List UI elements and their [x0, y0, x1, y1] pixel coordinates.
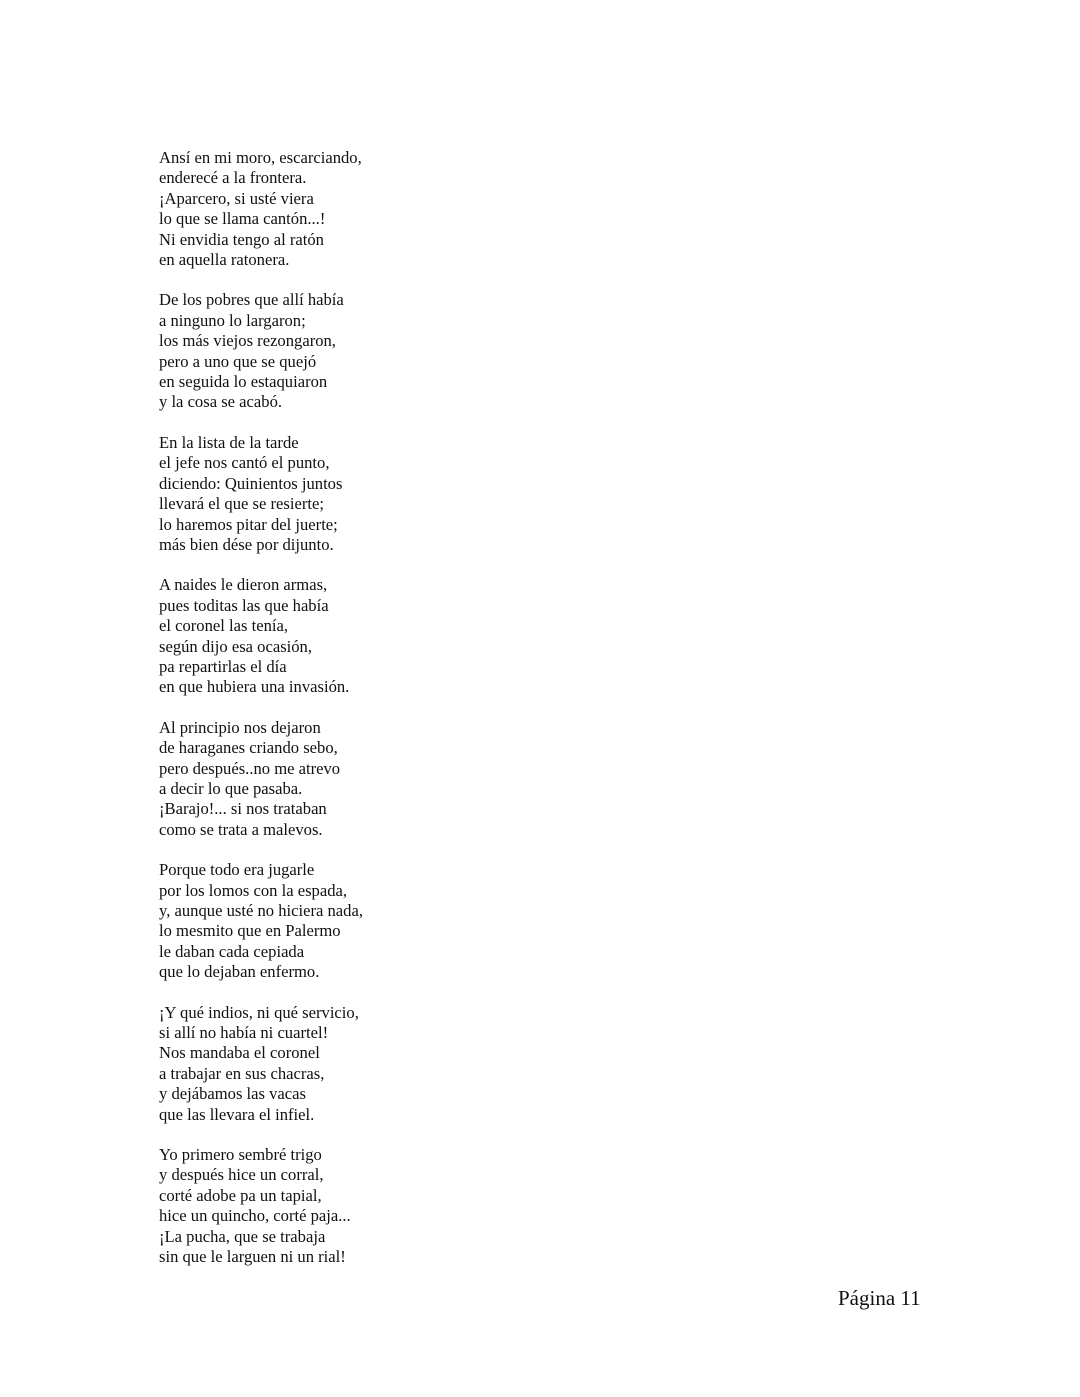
- verse-line: en aquella ratonera.: [159, 250, 290, 270]
- verse-line: pero después..no me atrevo: [159, 758, 341, 778]
- verse-line: ¡Y qué indios, ni qué servicio,: [159, 1002, 359, 1022]
- verse-line: y, aunque usté no hiciera nada,: [159, 901, 363, 920]
- verse-line: el jefe nos cantó el punto,: [159, 453, 330, 473]
- verse-line: lo que se llama cantón...!: [159, 209, 326, 229]
- verse-line: el coronel las tenía,: [159, 616, 289, 636]
- verse-line: Ni envidia tengo al ratón: [159, 229, 324, 249]
- verse-line: En la lista de la tarde: [159, 432, 299, 452]
- verse-line: y dejábamos las vacas: [159, 1084, 306, 1104]
- verse-line: como se trata a malevos.: [159, 819, 323, 839]
- stanza: [159, 148, 679, 270]
- verse-line: hice un quincho, corté paja...: [159, 1206, 351, 1226]
- stanza: [159, 860, 679, 982]
- verse-line: corté adobe pa un tapial,: [159, 1185, 322, 1205]
- verse-line: que las llevara el infiel.: [159, 1104, 315, 1124]
- verse-line: llevará el que se resierte;: [159, 494, 324, 514]
- stanza: [159, 1003, 679, 1125]
- verse-line: Nos mandaba el coronel: [159, 1043, 320, 1063]
- verse-line: de haraganes criando sebo,: [159, 738, 338, 758]
- verse-line: en seguida lo estaquiaron: [159, 372, 328, 392]
- verse-line: a ninguno lo largaron;: [159, 310, 306, 330]
- verse-line: y la cosa se acabó.: [159, 392, 283, 412]
- verse-line: en que hubiera una invasión.: [159, 677, 350, 697]
- verse-line: los más viejos rezongaron,: [159, 331, 336, 351]
- verse-line: que lo dejaban enfermo.: [159, 962, 320, 982]
- verse-line: pa repartirlas el día: [159, 656, 287, 676]
- stanza: [159, 718, 679, 840]
- verse-line: De los pobres que allí había: [159, 290, 344, 310]
- verse-line: lo haremos pitar del juerte;: [159, 514, 338, 534]
- verse-line: pero a uno que se quejó: [159, 351, 317, 371]
- verse-line: por los lomos con la espada,: [159, 880, 348, 900]
- verse-line: según dijo esa ocasión,: [159, 636, 312, 656]
- verse-line: lo mesmito que en Palermo: [159, 921, 341, 941]
- verse-line: Yo primero sembré trigo: [159, 1145, 322, 1165]
- verse-line: a decir lo que pasaba.: [159, 778, 303, 798]
- verse-line: diciendo: Quinientos juntos: [159, 473, 343, 493]
- verse-line: ¡La pucha, que se trabaja: [159, 1226, 326, 1246]
- verse-line: sin que le larguen ni un rial!: [159, 1247, 346, 1267]
- verse-line: más bien dése por dijunto.: [159, 534, 334, 554]
- verse-line: a trabajar en sus chacras,: [159, 1063, 325, 1083]
- stanza: [159, 1145, 679, 1267]
- verse-line: le daban cada cepiada: [159, 941, 305, 961]
- poem-body: [159, 148, 679, 1288]
- verse-line: Porque todo era jugarle: [159, 860, 315, 880]
- verse-line: ¡Barajo!... si nos trataban: [159, 799, 327, 819]
- stanza: [159, 433, 679, 555]
- verse-line: Ansí en mi moro, escarciando,: [159, 148, 362, 167]
- verse-line: A naides le dieron armas,: [159, 575, 328, 595]
- verse-line: enderecé a la frontera.: [159, 168, 307, 188]
- stanza: [159, 575, 679, 697]
- page-number: Página 11: [838, 1286, 921, 1310]
- verse-line: Al principio nos dejaron: [159, 717, 321, 737]
- verse-line: pues toditas las que había: [159, 595, 329, 615]
- stanza: [159, 290, 679, 412]
- verse-line: ¡Aparcero, si usté viera: [159, 188, 314, 208]
- verse-line: y después hice un corral,: [159, 1165, 324, 1185]
- verse-line: si allí no había ni cuartel!: [159, 1023, 329, 1043]
